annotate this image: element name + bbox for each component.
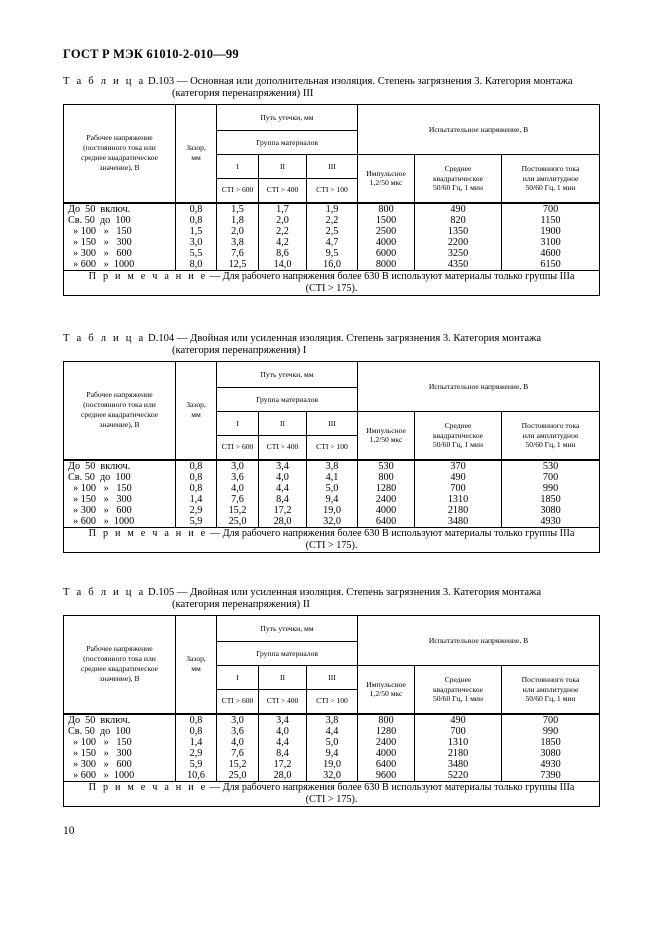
cti-400-values: 3,4 4,0 4,4 8,4 17,2 28,0 — [259, 714, 307, 782]
caption-prefix: Т а б л и ц а — [63, 333, 146, 344]
document-header: ГОСТ Р МЭК 61010-2-010—99 — [63, 47, 239, 61]
cti-100-heading: CTI > 100 — [307, 436, 358, 460]
note-prefix: П р и м е ч а н и е — [88, 270, 208, 282]
clearance-values: 0,8 0,8 1,5 3,0 5,5 8,0 — [176, 203, 217, 271]
group-i: I — [217, 155, 259, 179]
group-ii: II — [259, 412, 307, 436]
clearance-table — [63, 104, 600, 296]
dc-values: 700 1150 1900 3100 4600 6150 — [502, 203, 600, 271]
working-voltage-heading: Рабочее напряжение (постоянного тока или среднее квадратическое значение), В — [64, 105, 176, 203]
rms-heading: Среднее квадратическое 50/60 Гц, 1 мин — [415, 155, 502, 203]
note-prefix: П р и м е ч а н и е — [88, 781, 208, 793]
clearance-table — [63, 615, 600, 807]
creepage-heading: Путь утечки, мм — [217, 105, 358, 131]
clearance-heading: Зазор, мм — [176, 616, 217, 714]
caption-line2: (категория перенапряжения) I — [172, 345, 307, 356]
impulse-heading: Импульсное 1,2/50 мкс — [358, 155, 415, 203]
impulse-heading: Импульсное 1,2/50 мкс — [358, 666, 415, 714]
dc-values: 530 700 990 1850 3080 4930 — [502, 460, 600, 528]
material-group-heading: Группа материалов — [217, 642, 358, 666]
voltage-range-cell: До 50 включ. Св. 50 до 100 » 100 » 150 » 150 » 300 » 300 » 600 » 600 » 1000 — [64, 460, 176, 528]
cti-600-values: 3,0 3,6 4,0 7,6 15,2 25,0 — [217, 460, 259, 528]
table-caption — [63, 333, 541, 357]
caption-prefix: Т а б л и ц а — [63, 587, 146, 598]
note-line2: (CTI > 175). — [305, 793, 358, 805]
rms-values: 490 700 1310 2180 3480 5220 — [415, 714, 502, 782]
cti-400-heading: CTI > 400 — [259, 179, 307, 203]
voltage-range-cell: До 50 включ. Св. 50 до 100 » 100 » 150 » 150 » 300 » 300 » 600 » 600 » 1000 — [64, 714, 176, 782]
caption-line1: D.104 — Двойная или усиленная изоляция. Степень загрязнения 3. Категория монтажа — [145, 333, 542, 344]
impulse-values: 800 1280 2400 4000 6400 9600 — [358, 714, 415, 782]
clearance-values: 0,8 0,8 0,8 1,4 2,9 5,9 — [176, 460, 217, 528]
note-text: — Для рабочего напряжения более 630 В используют материалы только группы IIIа — [207, 527, 575, 539]
impulse-values: 530 800 1280 2400 4000 6400 — [358, 460, 415, 528]
cti-100-values: 3,8 4,4 5,0 9,4 19,0 32,0 — [307, 714, 358, 782]
dc-heading: Постоянного тока или амплитудное 50/60 Гц, 1 мин — [502, 412, 600, 460]
test-voltage-heading: Испытательное напряжение, В — [358, 616, 600, 666]
table-note — [64, 781, 600, 806]
creepage-heading: Путь утечки, мм — [217, 362, 358, 388]
impulse-heading: Импульсное 1,2/50 мкс — [358, 412, 415, 460]
test-voltage-heading: Испытательное напряжение, В — [358, 105, 600, 155]
group-i: I — [217, 666, 259, 690]
rms-values: 370 490 700 1310 2180 3480 — [415, 460, 502, 528]
clearance-values: 0,8 0,8 1,4 2,9 5,9 10,6 — [176, 714, 217, 782]
cti-400-values: 1,7 2,0 2,2 4,2 8,6 14,0 — [259, 203, 307, 271]
table-note — [64, 527, 600, 552]
creepage-heading: Путь утечки, мм — [217, 616, 358, 642]
impulse-values: 800 1500 2500 4000 6000 8000 — [358, 203, 415, 271]
cti-600-values: 3,0 3,6 4,0 7,6 15,2 25,0 — [217, 714, 259, 782]
note-prefix: П р и м е ч а н и е — [88, 527, 208, 539]
cti-400-heading: CTI > 400 — [259, 436, 307, 460]
clearance-heading: Зазор, мм — [176, 362, 217, 460]
working-voltage-heading: Рабочее напряжение (постоянного тока или среднее квадратическое значение), В — [64, 362, 176, 460]
cti-400-values: 3,4 4,0 4,4 8,4 17,2 28,0 — [259, 460, 307, 528]
working-voltage-heading: Рабочее напряжение (постоянного тока или среднее квадратическое значение), В — [64, 616, 176, 714]
dc-heading: Постоянного тока или амплитудное 50/60 Гц, 1 мин — [502, 155, 600, 203]
group-iii: III — [307, 412, 358, 436]
group-iii: III — [307, 155, 358, 179]
rms-heading: Среднее квадратическое 50/60 Гц, 1 мин — [415, 666, 502, 714]
cti-100-values: 3,8 4,1 5,0 9,4 19,0 32,0 — [307, 460, 358, 528]
table-data-row — [64, 203, 600, 271]
cti-100-heading: CTI > 100 — [307, 690, 358, 714]
cti-600-heading: CTI > 600 — [217, 436, 259, 460]
note-text: — Для рабочего напряжения более 630 В используют материалы только группы IIIа — [207, 270, 575, 282]
material-group-heading: Группа материалов — [217, 131, 358, 155]
voltage-range-cell: До 50 включ. Св. 50 до 100 » 100 » 150 » 150 » 300 » 300 » 600 » 600 » 1000 — [64, 203, 176, 271]
table-data-row — [64, 460, 600, 528]
material-group-heading: Группа материалов — [217, 388, 358, 412]
cti-400-heading: CTI > 400 — [259, 690, 307, 714]
cti-600-values: 1,5 1,8 2,0 3,8 7,6 12,5 — [217, 203, 259, 271]
cti-100-values: 1,9 2,2 2,5 4,7 9,5 16,0 — [307, 203, 358, 271]
cti-600-heading: CTI > 600 — [217, 690, 259, 714]
note-text: — Для рабочего напряжения более 630 В используют материалы только группы IIIа — [207, 781, 575, 793]
table-caption — [63, 587, 541, 611]
caption-line2: (категория перенапряжения) III — [172, 88, 314, 99]
group-ii: II — [259, 666, 307, 690]
table-caption — [63, 76, 573, 100]
note-line2: (CTI > 175). — [305, 539, 358, 551]
cti-100-heading: CTI > 100 — [307, 179, 358, 203]
caption-line1: D.103 — Основная или дополнительная изоляция. Степень загрязнения 3. Категория монтажа — [145, 76, 573, 87]
page-number: 10 — [63, 825, 75, 837]
rms-values: 490 820 1350 2200 3250 4350 — [415, 203, 502, 271]
clearance-heading: Зазор, мм — [176, 105, 217, 203]
test-voltage-heading: Испытательное напряжение, В — [358, 362, 600, 412]
dc-values: 700 990 1850 3080 4930 7390 — [502, 714, 600, 782]
caption-line1: D.105 — Двойная или усиленная изоляция. Степень загрязнения 3. Категория монтажа — [145, 587, 542, 598]
group-ii: II — [259, 155, 307, 179]
cti-600-heading: CTI > 600 — [217, 179, 259, 203]
caption-prefix: Т а б л и ц а — [63, 76, 146, 87]
rms-heading: Среднее квадратическое 50/60 Гц, 1 мин — [415, 412, 502, 460]
table-note — [64, 270, 600, 295]
dc-heading: Постоянного тока или амплитудное 50/60 Гц, 1 мин — [502, 666, 600, 714]
group-i: I — [217, 412, 259, 436]
note-line2: (CTI > 175). — [305, 282, 358, 294]
caption-line2: (категория перенапряжения) II — [172, 599, 310, 610]
group-iii: III — [307, 666, 358, 690]
table-data-row — [64, 714, 600, 782]
clearance-table — [63, 361, 600, 553]
